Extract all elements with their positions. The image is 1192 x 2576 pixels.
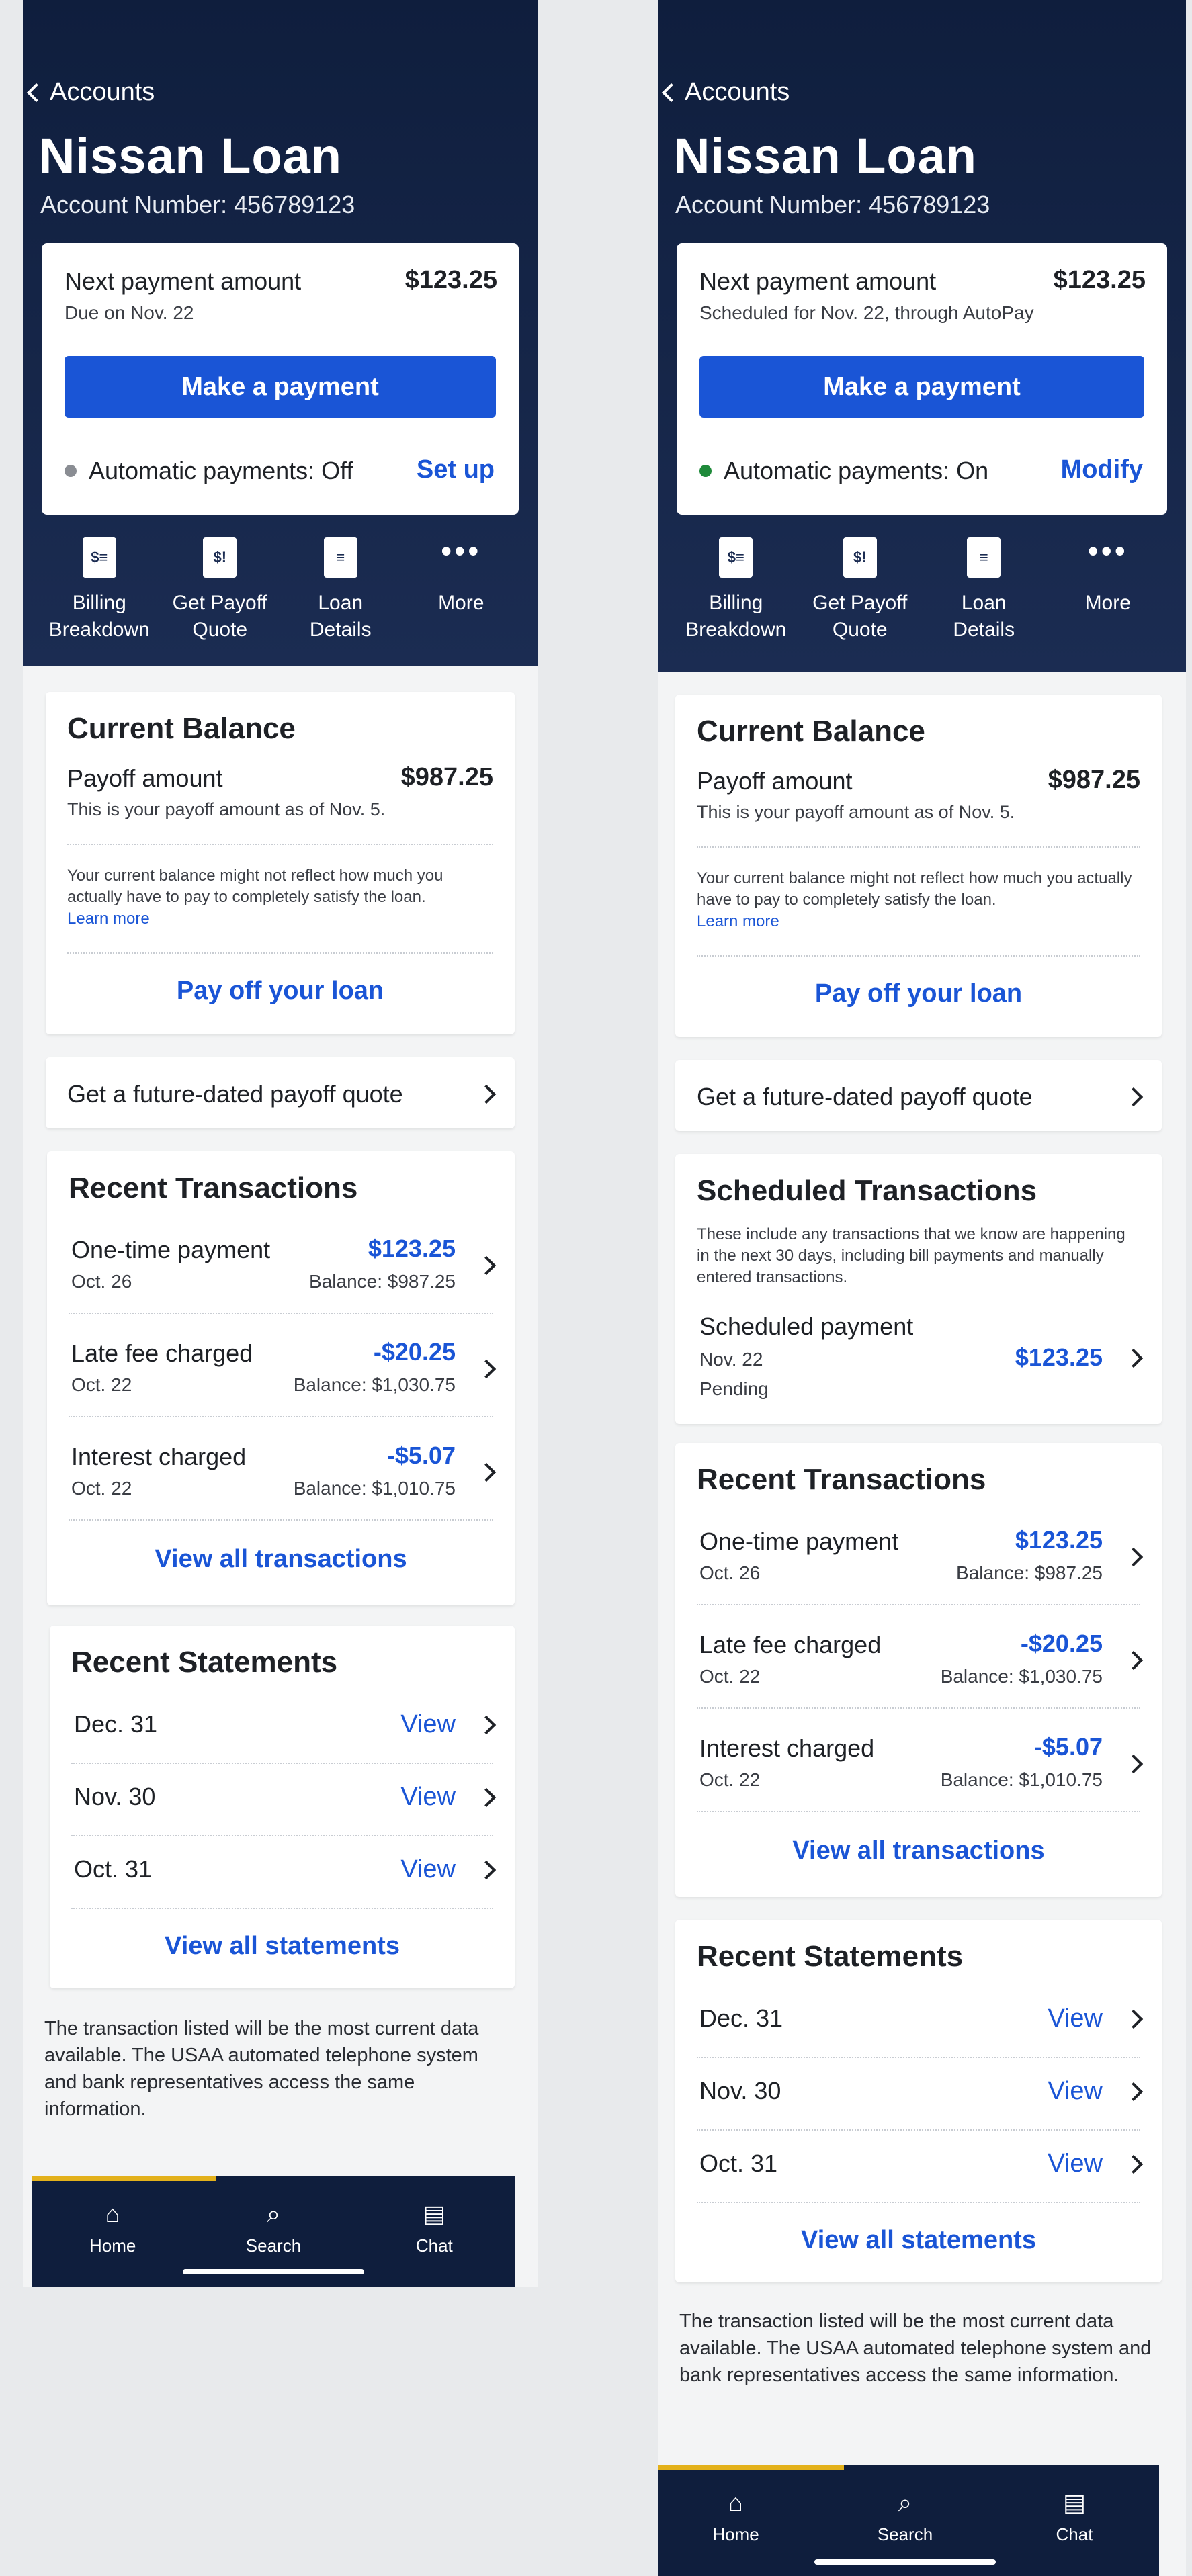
next-payment-card [677,243,1167,515]
recent-transactions-card [675,1443,1162,1897]
section-heading: Current Balance [67,712,296,745]
status-dot-icon [65,465,77,477]
statement-date: Dec. 31 [699,2004,783,2032]
view-all-statements-link[interactable]: View all statements [165,1932,400,1960]
chat-icon: ▤ [1062,2489,1086,2516]
transaction-date: Oct. 26 [71,1271,132,1292]
section-heading: Recent Transactions [69,1171,358,1204]
autopay-status: Automatic payments: Off [65,457,353,485]
payment-schedule-note: Scheduled for Nov. 22, through AutoPay [699,302,1034,323]
chevron-right-icon [477,1360,496,1378]
chevron-right-icon [1124,2010,1143,2029]
chat-icon: ▤ [423,2200,446,2227]
payoff-date-note: This is your payoff amount as of Nov. 5. [67,799,386,819]
transaction-amount: -$20.25 [1020,1630,1103,1657]
view-statement-link[interactable]: View [1048,2149,1103,2178]
footer-disclaimer: The transaction listed will be the most current data available. The USAA automated telephone system and bank representatives access the same information. [679,2311,1152,2386]
nav-search[interactable]: ⌕ Search [855,2487,955,2545]
transaction-name: One-time payment [71,1236,271,1263]
section-heading: Scheduled Transactions [697,1174,1037,1207]
setup-autopay-link[interactable]: Set up [416,455,495,484]
status-dot-icon [699,465,712,477]
view-statement-link[interactable]: View [1048,2077,1103,2105]
chevron-right-icon [1124,1651,1143,1670]
divider [697,1707,1140,1710]
transaction-name: Scheduled payment [699,1313,914,1340]
transaction-date: Nov. 22 [699,1349,763,1370]
view-statement-link[interactable]: View [400,1783,456,1811]
transaction-balance: Balance: $987.25 [956,1562,1103,1583]
billing-icon: $≡ [719,537,753,578]
home-indicator [814,2559,996,2565]
divider [69,1313,493,1315]
more-icon: ••• [1087,533,1128,568]
recent-transactions-card [47,1151,515,1605]
billing-breakdown-action[interactable]: $≡ Billing Breakdown [679,537,793,643]
divider [697,1811,1140,1814]
bottom-nav [658,2465,1159,2576]
section-heading: Recent Statements [697,1940,964,1973]
screen-autopay-off [23,0,538,2287]
view-all-transactions-link[interactable]: View all transactions [792,1836,1045,1865]
next-payment-amount: $123.25 [405,266,497,294]
transaction-balance: Balance: $1,010.75 [940,1769,1103,1790]
make-payment-button[interactable]: Make a payment [65,356,496,418]
view-statement-link[interactable]: View [400,1855,456,1883]
loan-details-action[interactable]: ≡ Loan Details [284,537,398,643]
nav-chat[interactable]: ▤ Chat [384,2198,484,2256]
statement-date: Oct. 31 [699,2149,778,2177]
modify-autopay-link[interactable]: Modify [1060,455,1143,484]
divider [69,1519,493,1522]
recent-statements-card [50,1626,515,1988]
learn-more-link[interactable]: Learn more [697,912,779,930]
billing-breakdown-action[interactable]: $≡ Billing Breakdown [42,537,157,643]
payoff-quote-icon: $! [843,537,877,578]
transaction-name: Late fee charged [71,1339,253,1367]
search-icon: ⌕ [898,2489,912,2516]
section-heading: Recent Transactions [697,1463,986,1496]
chevron-left-icon [662,83,681,101]
statement-date: Nov. 30 [699,2077,781,2104]
transaction-date: Oct. 22 [71,1478,132,1499]
pay-off-loan-link[interactable]: Pay off your loan [814,979,1023,1008]
document-icon: ≡ [324,537,357,578]
section-heading: Recent Statements [71,1646,338,1679]
balance-disclaimer: Your current balance might not reflect how much you actually have to pay to completely satisfy the loan. Learn more [67,867,443,928]
payoff-label: Payoff amount [697,767,853,795]
payoff-amount: $987.25 [1048,766,1140,794]
view-statement-link[interactable]: View [400,1710,456,1738]
home-icon: ⌂ [728,2489,743,2516]
section-heading: Current Balance [697,715,925,748]
chevron-right-icon [1124,1087,1143,1106]
get-payoff-quote-action[interactable]: $! Get Payoff Quote [803,537,917,643]
chevron-right-icon [477,1085,496,1104]
chevron-left-icon [27,83,46,101]
divider [71,1835,493,1838]
nav-home[interactable]: ⌂ Home [62,2198,163,2256]
divider [71,1908,493,1910]
bottom-nav [32,2176,515,2287]
nav-chat[interactable]: ▤ Chat [1024,2487,1125,2545]
home-icon: ⌂ [105,2200,120,2227]
divider [697,1604,1140,1607]
future-payoff-quote-row[interactable] [675,1060,1162,1131]
transaction-amount: $123.25 [368,1235,456,1262]
transaction-date: Oct. 22 [699,1666,761,1687]
chevron-right-icon [477,1716,496,1734]
divider [697,2202,1140,2205]
nav-home[interactable]: ⌂ Home [685,2487,786,2545]
divider [697,846,1140,849]
divider [697,2057,1140,2059]
pay-off-loan-link[interactable]: Pay off your loan [176,977,384,1005]
view-statement-link[interactable]: View [1048,2004,1103,2033]
current-balance-card [675,695,1162,1037]
document-icon: ≡ [967,537,1001,578]
statement-date: Dec. 31 [74,1710,158,1738]
back-to-accounts-link[interactable]: Accounts [665,78,790,107]
active-tab-indicator [658,2465,844,2470]
transaction-date: Oct. 26 [699,1562,761,1583]
transaction-amount: $123.25 [1015,1526,1103,1554]
learn-more-link[interactable]: Learn more [67,909,150,928]
more-action[interactable]: ••• More [1051,537,1165,643]
active-tab-indicator [32,2176,216,2181]
chevron-right-icon [477,1861,496,1879]
chevron-right-icon [477,1463,496,1482]
view-all-transactions-link[interactable]: View all transactions [155,1545,407,1573]
payment-due-date: Due on Nov. 22 [65,302,194,323]
next-payment-label: Next payment amount [65,267,302,295]
divider [697,955,1140,958]
scheduled-note: These include any transactions that we know are happening in the next 30 days, including bill payments and manually entered transactions. [697,1225,1125,1286]
chevron-right-icon [1124,1548,1143,1566]
next-payment-card [42,243,519,515]
transaction-date: Oct. 22 [699,1769,761,1790]
page-title: Nissan Loan [674,128,977,184]
payoff-date-note: This is your payoff amount as of Nov. 5. [697,802,1015,822]
future-payoff-quote-row[interactable] [46,1057,515,1128]
transaction-date: Oct. 22 [71,1374,132,1395]
recent-statements-card [675,1920,1162,2282]
transaction-name: Late fee charged [699,1631,882,1658]
billing-icon: $≡ [83,537,116,578]
search-icon: ⌕ [266,2200,281,2227]
transaction-balance: Balance: $1,030.75 [940,1666,1103,1687]
next-payment-amount: $123.25 [1053,266,1146,294]
footer-disclaimer: The transaction listed will be the most current data available. The USAA automated telephone system and bank representatives access the same information. [44,2018,479,2120]
divider [67,952,493,955]
quick-actions [23,533,538,643]
transaction-name: One-time payment [699,1527,899,1555]
transaction-name: Interest charged [71,1443,247,1470]
account-number: Account Number: 456789123 [40,191,355,218]
autopay-status: Automatic payments: On [699,457,988,485]
divider [69,1416,493,1419]
more-action[interactable]: ••• More [404,537,518,643]
payoff-quote-icon: $! [203,537,237,578]
balance-disclaimer: Your current balance might not reflect how much you actually have to pay to completely satisfy the loan. Learn more [697,869,1132,930]
transaction-amount: -$20.25 [373,1338,456,1366]
screen-autopay-on [658,0,1186,2576]
transaction-amount: $123.25 [1015,1343,1103,1371]
next-payment-label: Next payment amount [699,267,937,295]
transaction-balance: Balance: $1,030.75 [293,1374,456,1395]
divider [67,844,493,846]
transaction-balance: Balance: $1,010.75 [293,1478,456,1499]
transaction-name: Interest charged [699,1734,875,1762]
make-payment-button[interactable]: Make a payment [699,356,1144,418]
more-icon: ••• [441,533,482,568]
current-balance-card [46,692,515,1034]
payoff-label: Payoff amount [67,764,223,792]
quick-actions [658,533,1186,643]
page-title: Nissan Loan [39,128,342,184]
back-to-accounts-link[interactable]: Accounts [30,78,155,107]
chevron-right-icon [477,1256,496,1275]
nav-search[interactable]: ⌕ Search [223,2198,324,2256]
chevron-right-icon [477,1788,496,1807]
account-number: Account Number: 456789123 [675,191,990,218]
home-indicator [183,2269,364,2274]
account-header [23,0,538,666]
chevron-right-icon [1124,1755,1143,1773]
future-payoff-quote-label: Get a future-dated payoff quote [697,1083,1033,1110]
statement-date: Nov. 30 [74,1783,156,1810]
transaction-amount: -$5.07 [386,1441,456,1469]
divider [697,2129,1140,2132]
transaction-amount: -$5.07 [1033,1733,1103,1761]
payoff-amount: $987.25 [400,763,493,791]
chevron-right-icon [1124,2155,1143,2174]
statement-date: Oct. 31 [74,1855,153,1883]
loan-details-action[interactable]: ≡ Loan Details [927,537,1041,643]
get-payoff-quote-action[interactable]: $! Get Payoff Quote [163,537,277,643]
view-all-statements-link[interactable]: View all statements [801,2226,1036,2254]
future-payoff-quote-label: Get a future-dated payoff quote [67,1080,403,1108]
account-header [658,0,1186,672]
transaction-balance: Balance: $987.25 [309,1271,456,1292]
divider [71,1763,493,1765]
chevron-right-icon [1124,1349,1143,1368]
chevron-right-icon [1124,2082,1143,2101]
status-badge: Pending [699,1378,769,1399]
scheduled-transactions-card [675,1154,1162,1424]
